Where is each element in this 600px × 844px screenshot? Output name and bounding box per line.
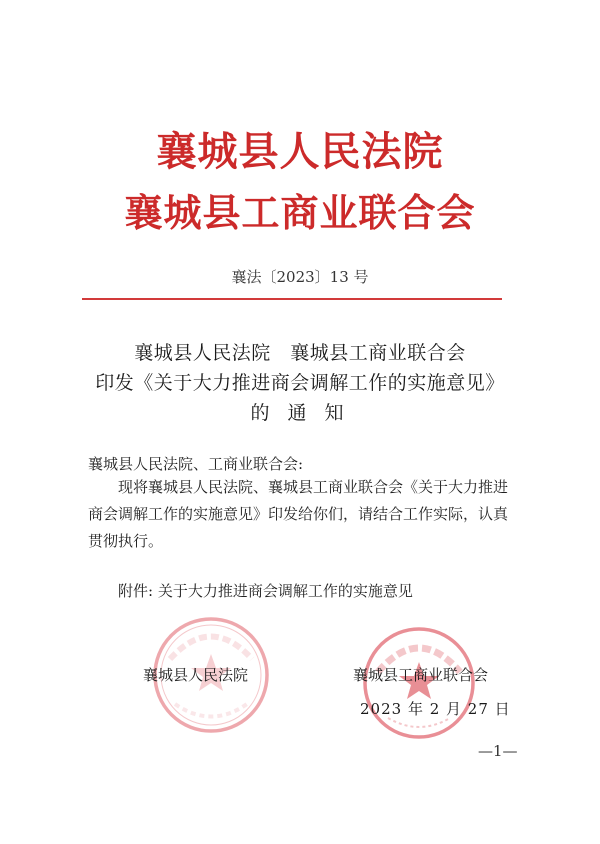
notice-title-line2: 印发《关于大力推进商会调解工作的实施意见》 [95, 372, 505, 394]
notice-title-line1: 襄城县人民法院 襄城县工商业联合会 [134, 342, 466, 364]
header-title-federation: 襄城县工商业联合会 [124, 190, 476, 235]
signature-federation: 襄城县工商业联合会 [353, 666, 489, 684]
signature-date: 2023 年 2 月 27 日 [360, 700, 511, 718]
body-text: 现将襄城县人民法院、襄城县工商业联合会《关于大力推进商会调解工作的实施意见》印发给你们，请结合工作实际，认真贯彻执行。 [88, 478, 509, 550]
document-number: 襄法〔2023〕13 号 [231, 268, 369, 286]
body-paragraph [88, 474, 508, 555]
header-title-court: 襄城县人民法院 [156, 128, 444, 175]
page-number: —1— [478, 742, 518, 760]
signature-court: 襄城县人民法院 [143, 666, 249, 684]
red-divider-line [82, 298, 502, 300]
notice-title-line3: 的 通 知 [250, 402, 350, 424]
salutation: 襄城县人民法院、工商业联合会: [88, 455, 304, 473]
attachment-line: 附件: 关于大力推进商会调解工作的实施意见 [118, 582, 413, 600]
